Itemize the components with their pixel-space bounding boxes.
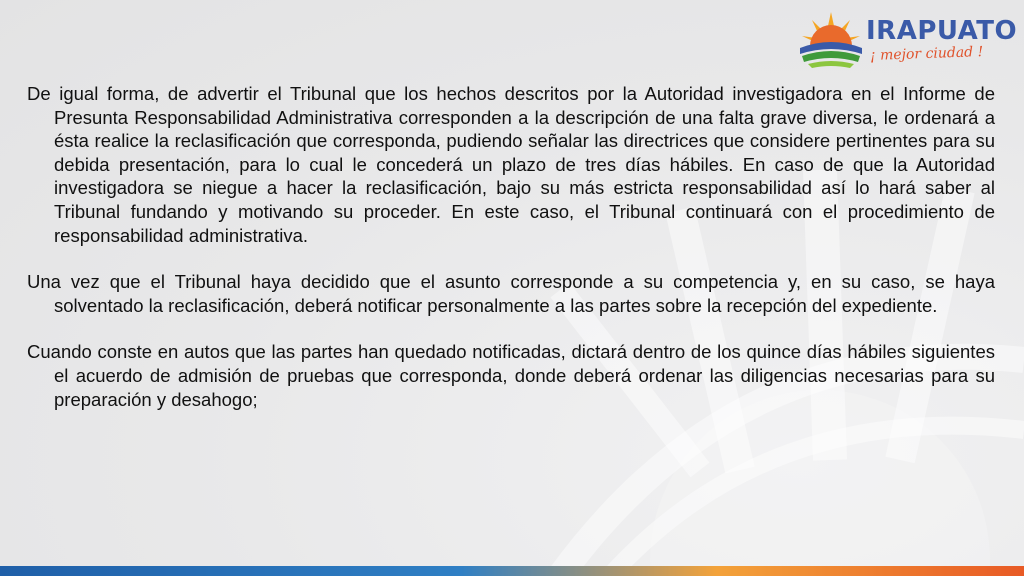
bottom-color-bar <box>0 566 1024 576</box>
paragraph-admision-pruebas: Cuando conste en autos que las partes han quedado notificadas, dictará dentro de los quince días hábiles siguientes el acuerdo de admisión de pruebas que corresponda, donde deberá ordenar las diligencias necesarias para su preparación y desahogo; <box>27 341 995 410</box>
paragraph-reclasificacion: De igual forma, de advertir el Tribunal que los hechos descritos por la Autoridad investigadora en el Informe de Presunta Responsabilidad Administrativa corresponden a la descripción de una falta grave diversa, le ordenará a ésta realice la reclasificación que corresponda, pudiendo señalar las directrices que considere pertinentes para su debida presentación, para lo cual le concederá un plazo de tres días hábiles. En caso de que la Autoridad investigadora se niegue a hacer la reclasificación, bajo su más estricta responsabilidad así lo hará saber al Tribunal fundando y motivando su proceder. En este caso, el Tribunal continuará con el procedimiento de responsabilidad administrativa. <box>27 83 995 246</box>
slide-body <box>27 82 995 434</box>
irapuato-logo <box>798 8 1016 70</box>
logo-tagline: ¡ mejor ciudad ! <box>869 44 984 64</box>
sun-landscape-icon <box>798 8 864 70</box>
paragraph-notificacion: Una vez que el Tribunal haya decidido que el asunto corresponde a su competencia y, en su caso, se haya solventado la reclasificación, deberá notificar personalmente a las partes sobre la recepción del expediente. <box>27 271 995 316</box>
logo-wordmark: IRAPUATO <box>866 16 1018 46</box>
